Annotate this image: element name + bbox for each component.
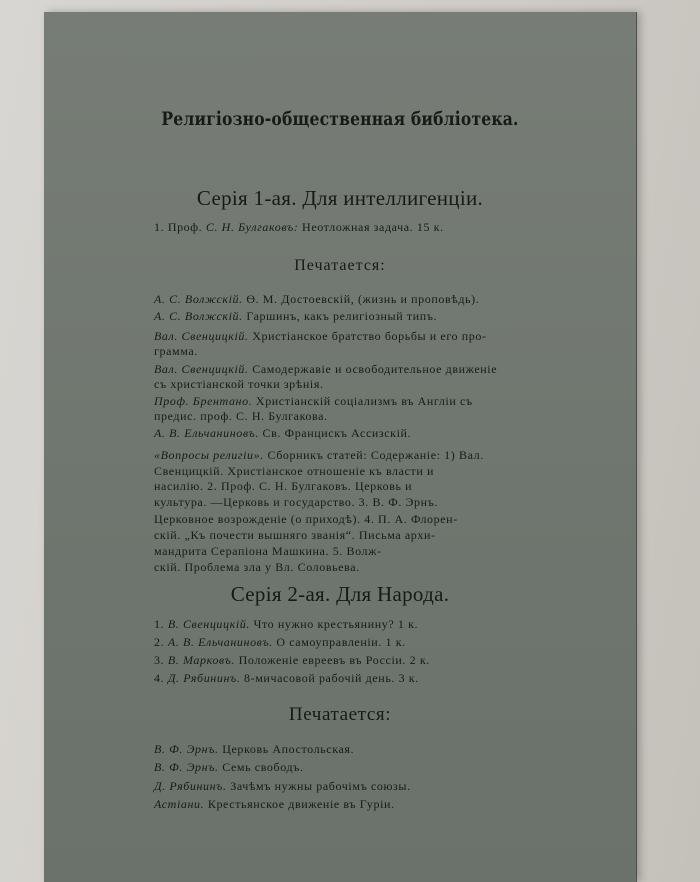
series2-item — [154, 653, 430, 668]
series2-printing-heading: Печатается: — [288, 704, 392, 725]
series1-printing-line — [154, 329, 487, 344]
line-text: скiй. „Къ почести вышняго званiя“. Письма архи- — [154, 528, 436, 542]
series1-printing-line — [154, 292, 479, 307]
line-text: грамма. — [154, 344, 198, 358]
line-author: Д. Рябининъ. — [154, 779, 227, 793]
series1-printing-line — [154, 544, 382, 559]
series1-printing-line — [154, 495, 438, 510]
series1-printing-heading: Печатается: — [294, 257, 386, 274]
item-number: 1. — [154, 617, 165, 631]
line-text: съ христiанской точки зрѣнiя. — [154, 377, 324, 391]
item-text: Что нужно крестьянину? 1 к. — [253, 617, 419, 631]
item-prefix: Проф. — [167, 220, 203, 234]
line-text: Церковное возрожденiе (о приходѣ). 4. П. А. Флорен- — [154, 512, 458, 526]
series1-printing-line — [154, 448, 484, 463]
item-author: А. В. Ельчаниновъ. — [167, 635, 273, 649]
series2-printing-line — [154, 742, 354, 757]
item-number: 1. — [154, 220, 165, 234]
item-author: В. Свенцицкiй. — [167, 617, 250, 631]
line-text: Церковь Апостольская. — [222, 742, 355, 756]
brochure-page — [44, 12, 636, 882]
series2-printing-line — [154, 760, 304, 775]
line-text: Христiанскiй соцiализмъ въ Англiи съ — [255, 394, 473, 408]
series1-printing-line — [154, 344, 198, 359]
series1-printing-line — [154, 377, 324, 392]
line-text: Гаршинъ, какъ религiозный типъ. — [246, 309, 438, 323]
line-author: В. Ф. Эрнъ. — [154, 742, 219, 756]
series2-item — [154, 671, 419, 686]
item-author: С. Н. Булгаковъ: — [205, 220, 299, 234]
line-author: Астiани. — [154, 797, 205, 811]
item-number: 2. — [154, 635, 165, 649]
series2-title: Серiя 2-ая. Для Народа. — [230, 582, 450, 606]
line-author: А. В. Ельчаниновъ. — [154, 426, 259, 440]
series2-printing-line — [154, 797, 395, 812]
series1-printing-line — [154, 409, 328, 424]
series1-item-1 — [154, 220, 444, 235]
line-text: предис. проф. С. Н. Булгакова. — [154, 409, 328, 423]
line-author: Вал. Свенцицкiй. — [154, 362, 249, 376]
line-text: Св. Францискъ Ассизскiй. — [262, 426, 412, 440]
series2-printing-line — [154, 779, 411, 794]
series1-title: Серiя 1-ая. Для интеллигенцiи. — [196, 186, 484, 210]
line-author: Вал. Свенцицкiй. — [154, 329, 249, 343]
line-author: В. Ф. Эрнъ. — [154, 760, 219, 774]
series1-printing-line — [154, 464, 434, 479]
item-author: В. Марковъ. — [167, 653, 236, 667]
line-author: Проф. Брентано. — [154, 394, 253, 408]
item-text: О самоуправленiи. 1 к. — [276, 635, 406, 649]
item-number: 4. — [154, 671, 165, 685]
series1-printing-line — [154, 528, 436, 543]
line-text: Самодержавiе и освободительное движенiе — [252, 362, 498, 376]
line-text: Христiанское братство борьбы и его про- — [252, 329, 487, 343]
item-text: Положенiе евреевъ въ Россiи. 2 к. — [238, 653, 430, 667]
line-text: Сборникъ статей: Содержанiе: 1) Вал. — [267, 448, 484, 462]
item-text: Неотложная задача. 15 к. — [302, 220, 444, 234]
line-text: Зачѣмъ нужны рабочiмъ союзы. — [230, 779, 411, 793]
line-text: Ө. М. Достоевскiй, (жизнь и проповѣдь). — [246, 292, 480, 306]
line-text: культура. —Церковь и государство. 3. В. Ф. Эрнъ. — [154, 495, 439, 509]
series1-printing-line — [154, 512, 458, 527]
line-text: скiй. Проблема зла у Вл. Соловьева. — [154, 560, 360, 574]
series2-item — [154, 617, 418, 632]
line-author: А. С. Волжскiй. — [154, 309, 243, 323]
line-text: насилiю. 2. Проф. С. Н. Булгаковъ. Церковь и — [154, 479, 413, 493]
line-author: А. С. Волжскiй. — [154, 292, 243, 306]
line-text: мандрита Серапiона Машкина. 5. Волж- — [154, 544, 382, 558]
series1-printing-line — [154, 309, 437, 324]
series2-item — [154, 635, 406, 650]
item-number: 3. — [154, 653, 165, 667]
series1-printing-line — [154, 362, 497, 377]
series1-printing-line — [154, 394, 473, 409]
series1-printing-line — [154, 426, 411, 441]
item-author: Д. Рябининъ. — [167, 671, 241, 685]
line-text: Семь свободъ. — [222, 760, 304, 774]
line-text: Свенцицкiй. Христiанское отношенiе къ власти и — [154, 464, 434, 478]
item-text: 8-мичасовой рабочiй день. 3 к. — [244, 671, 419, 685]
series1-printing-line — [154, 479, 412, 494]
library-title: Религiозно-общественная библiотека. — [161, 108, 519, 130]
line-author: «Вопросы религiи». — [154, 448, 264, 462]
line-text: Крестьянское движенiе въ Гурiи. — [207, 797, 395, 811]
series1-printing-line — [154, 560, 360, 575]
